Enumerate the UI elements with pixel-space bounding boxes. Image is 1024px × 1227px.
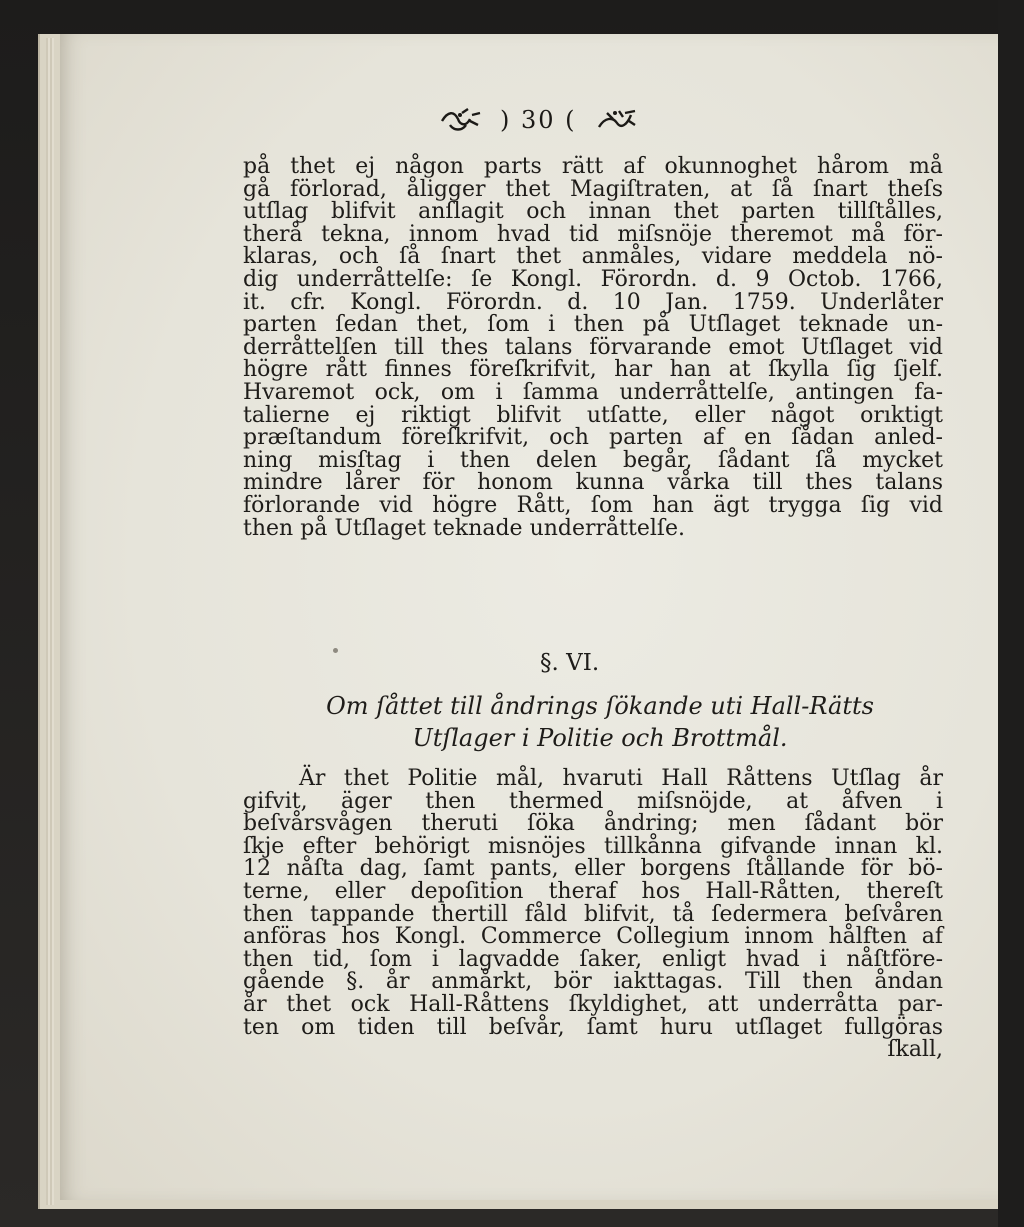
text-line: på thet ej någon parts rätt af okunnoghet hårom må — [243, 154, 943, 179]
text-line: ſkall, — [887, 1037, 943, 1063]
text-line: Är thet Politie mål, hvaruti Hall Råttens Utſlag år — [299, 766, 943, 791]
text-line: år thet ock Hall-Råttens ſkyldighet, att underråtta par- — [243, 991, 943, 1017]
text-line: ten om tiden till beſvår, ſamt huru utſlaget fullgöras — [243, 1014, 943, 1040]
page-header — [440, 100, 760, 140]
text-line: then på Utſlaget teknade underråttelſe. — [243, 515, 686, 541]
right-ornament-icon — [595, 107, 637, 133]
text-line: klaras, och ſå ſnart thet anmåles, vidare meddela nö- — [243, 244, 943, 270]
text-line: Hvaremot ock, om i ſamma underråttelſe, antingen fa- — [243, 379, 943, 405]
text-line: mindre lårer för honom kunna vårka till thes talans — [243, 470, 943, 496]
text-line: ning misſtag i then delen begår, ſådant ſå mycket — [243, 447, 943, 473]
section-title-line-2: Utſlager i Politie och Brottmål. — [412, 724, 788, 752]
ink-speck — [333, 648, 338, 653]
text-line: förlorande vid högre Rått, ſom han ägt trygga ſig vid — [243, 492, 943, 518]
paragraph-1 — [243, 156, 943, 540]
section-title-line-1: Om ſåttet till åndrings ſökande uti Hall-Rätts — [326, 692, 874, 720]
text-line: beſvårsvågen theruti ſöka åndring; men ſådant bör — [243, 811, 943, 837]
left-ornament-icon — [440, 107, 482, 133]
text-line: parten ſedan thet, ſom i then på Utſlaget teknade un- — [243, 312, 943, 338]
text-line: 12 nåſta dag, ſamt pants, eller borgens ſtållande för bö- — [243, 856, 943, 882]
text-line: therå tekna, innom hvad tid miſsnöje theremot må för- — [243, 221, 943, 247]
text-line: terne, eller depoſition theraf hos Hall-Råtten, thereſt — [243, 878, 943, 904]
text-line: dig underråttelſe: ſe Kongl. Förordn. d. 9 Octob. 1766, — [243, 266, 943, 292]
text-line: derråttelſen till thes talans förvarande emot Utſlaget vid — [243, 334, 943, 360]
text-line: gifvit, äger then thermed miſsnöjde, at åfven i — [243, 788, 943, 814]
text-line: talierne ej riktigt blifvit utſatte, eller något orıktigt — [243, 402, 943, 428]
text-line: anföras hos Kongl. Commerce Collegium innom hålften af — [243, 924, 943, 950]
text-line: then tid, ſom i lagvadde ſaker, enligt hvad i nåſtföre- — [243, 946, 943, 972]
dark-margin — [998, 0, 1024, 1227]
text-line: it. cfr. Kongl. Förordn. d. 10 Jan. 1759. Underlåter — [243, 289, 943, 315]
text-line: gående §. år anmårkt, bör iakttagas. Till then åndan — [243, 969, 943, 995]
text-line: högre rått finnes föreſkrifvit, har han at ſkylla ſig ſjelf. — [243, 357, 943, 383]
page-number: ) 30 ( — [500, 106, 577, 134]
text-line: ſkje efter behörigt misnöjes tillkånna gifvande innan kl. — [243, 833, 943, 859]
text-line: utſlag blifvit anſlagit och innan thet parten tillſtålles, — [243, 199, 943, 225]
text-line: then tappande thertill fåld blifvit, tå ſedermera beſvåren — [243, 901, 943, 927]
paragraph-2 — [243, 768, 943, 1062]
text-line: gå förlorad, åligger thet Magiſtraten, at ſå ſnart theſs — [243, 176, 943, 202]
section-title — [280, 690, 920, 754]
text-line: præſtandum föreſkrifvit, och parten af en ſådan anled- — [243, 425, 943, 451]
section-number: §. VI. — [540, 650, 600, 676]
